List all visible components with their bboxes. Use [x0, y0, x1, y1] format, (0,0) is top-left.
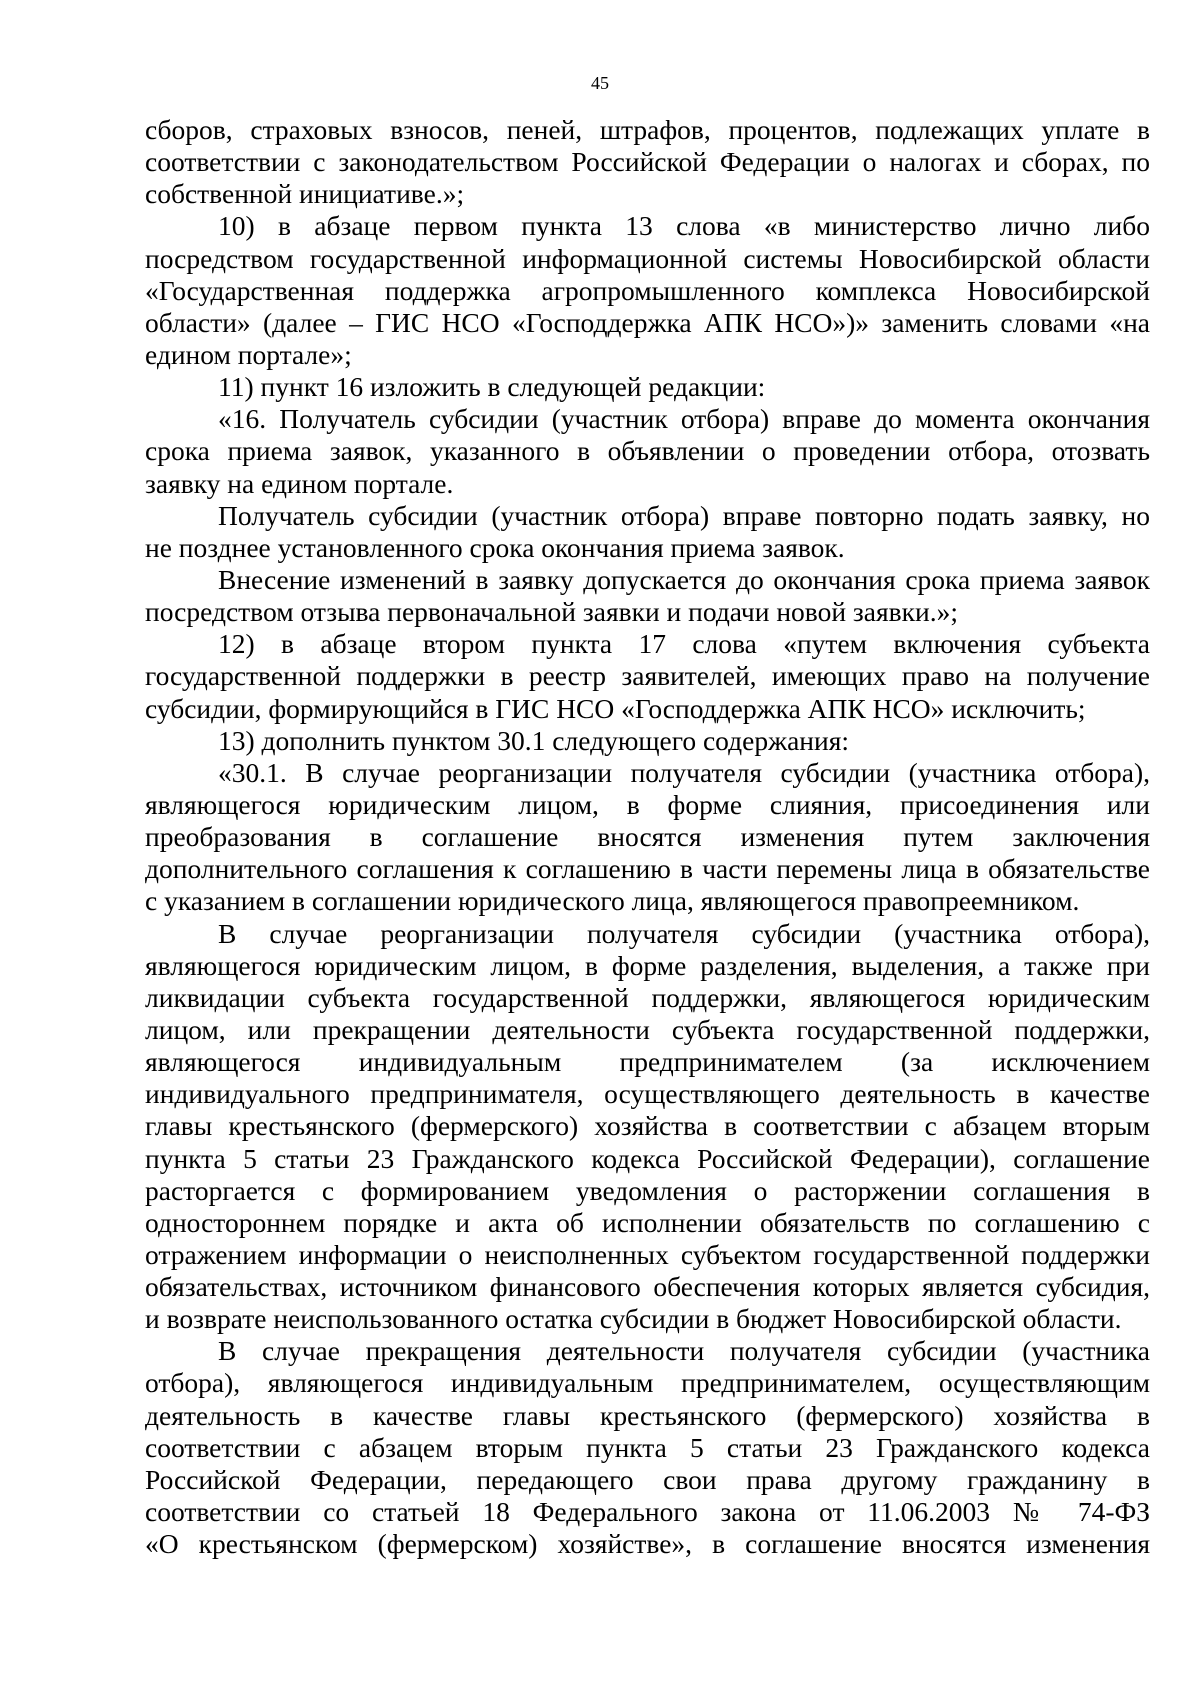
text-line: индивидуального предпринимателя, осуществляющего деятельность в качестве: [145, 1078, 1150, 1110]
text-line: отражением информации о неисполненных субъектом государственной поддержки: [145, 1238, 1150, 1270]
text-line: соответствии с законодательством Российской Федерации о налогах и сборах, по: [145, 146, 1150, 178]
text-line: одностороннем порядке и акта об исполнении обязательств по соглашению с: [145, 1206, 1150, 1238]
text-line: «30.1. В случае реорганизации получателя субсидии (участника отбора),: [218, 756, 1150, 788]
page-number: 45: [591, 73, 609, 93]
text-line: с указанием в соглашении юридического лица, являющегося правопреемником.: [145, 885, 1080, 917]
text-line: 13) дополнить пунктом 30.1 следующего содержания:: [218, 724, 850, 756]
text-line: едином портале»;: [145, 338, 352, 370]
text-line: ликвидации субъекта государственной поддержки, являющегося юридическим: [145, 981, 1150, 1013]
text-line: преобразования в соглашение вносятся изменения путем заключения: [145, 821, 1150, 853]
text-line: соответствии с абзацем вторым пункта 5 статьи 23 Гражданского кодекса: [145, 1431, 1150, 1463]
text-line: Российской Федерации, передающего свои права другому гражданину в: [145, 1463, 1150, 1495]
text-line: сборов, страховых взносов, пеней, штрафов, процентов, подлежащих уплате в: [145, 114, 1150, 145]
text-line: дополнительного соглашения к соглашению в части перемены лица в обязательстве: [145, 853, 1150, 885]
text-line: посредством государственной информационной системы Новосибирской области: [145, 242, 1150, 274]
text-line: соответствии со статьей 18 Федерального закона от 11.06.2003 № 74-ФЗ: [145, 1496, 1150, 1528]
text-line: В случае прекращения деятельности получателя субсидии (участника: [218, 1335, 1150, 1367]
text-line: являющегося юридическим лицом, в форме слияния, присоединения или: [145, 788, 1150, 820]
text-line: главы крестьянского (фермерского) хозяйства в соответствии с абзацем вторым: [145, 1110, 1150, 1142]
text-line: отбора), являющегося индивидуальным предпринимателем, осуществляющим: [145, 1367, 1150, 1399]
text-line: посредством отзыва первоначальной заявки и подачи новой заявки.»;: [145, 596, 958, 628]
text-line: 10) в абзаце первом пункта 13 слова «в министерство лично либо: [218, 210, 1150, 242]
text-line: «16. Получатель субсидии (участник отбора) вправе до момента окончания: [218, 403, 1150, 435]
text-line: являющегося юридическим лицом, в форме разделения, выделения, а также при: [145, 949, 1150, 981]
text-line: Внесение изменений в заявку допускается до окончания срока приема заявок: [218, 563, 1150, 595]
text-line: являющегося индивидуальным предпринимателем (за исключением: [145, 1046, 1150, 1078]
text-line: пункта 5 статьи 23 Гражданского кодекса Российской Федерации), соглашение: [145, 1142, 1150, 1174]
text-line: 11) пункт 16 изложить в следующей редакции:: [218, 371, 766, 403]
text-line: срока приема заявок, указанного в объявлении о проведении отбора, отозвать: [145, 435, 1150, 467]
text-line: не позднее установленного срока окончания приема заявок.: [145, 531, 845, 563]
text-line: «О крестьянском (фермерском) хозяйстве», в соглашение вносятся изменения: [145, 1528, 1150, 1560]
text-line: субсидии, формирующийся в ГИС НСО «Господдержка АПК НСО» исключить;: [145, 692, 1086, 724]
text-line: деятельность в качестве главы крестьянского (фермерского) хозяйства в: [145, 1399, 1150, 1431]
text-line: В случае реорганизации получателя субсидии (участника отбора),: [218, 917, 1150, 949]
text-line: Получатель субсидии (участник отбора) вправе повторно подать заявку, но: [218, 499, 1150, 531]
text-line: «Государственная поддержка агропромышленного комплекса Новосибирской: [145, 274, 1150, 306]
text-line: лицом, или прекращении деятельности субъекта государственной поддержки,: [145, 1013, 1150, 1045]
document-body: [145, 114, 1150, 1560]
text-line: и возврате неиспользованного остатка субсидии в бюджет Новосибирской области.: [145, 1303, 1122, 1335]
text-line: заявку на едином портале.: [145, 467, 454, 499]
text-line: обязательствах, источником финансового обеспечения которых является субсидия,: [145, 1271, 1150, 1303]
text-line: расторгается с формированием уведомления о расторжении соглашения в: [145, 1174, 1150, 1206]
text-line: государственной поддержки в реестр заявителей, имеющих право на получение: [145, 660, 1150, 692]
text-line: 12) в абзаце втором пункта 17 слова «путем включения субъекта: [218, 628, 1150, 660]
text-line: области» (далее – ГИС НСО «Господдержка АПК НСО»)» заменить словами «на: [145, 306, 1150, 338]
text-line: собственной инициативе.»;: [145, 178, 465, 210]
